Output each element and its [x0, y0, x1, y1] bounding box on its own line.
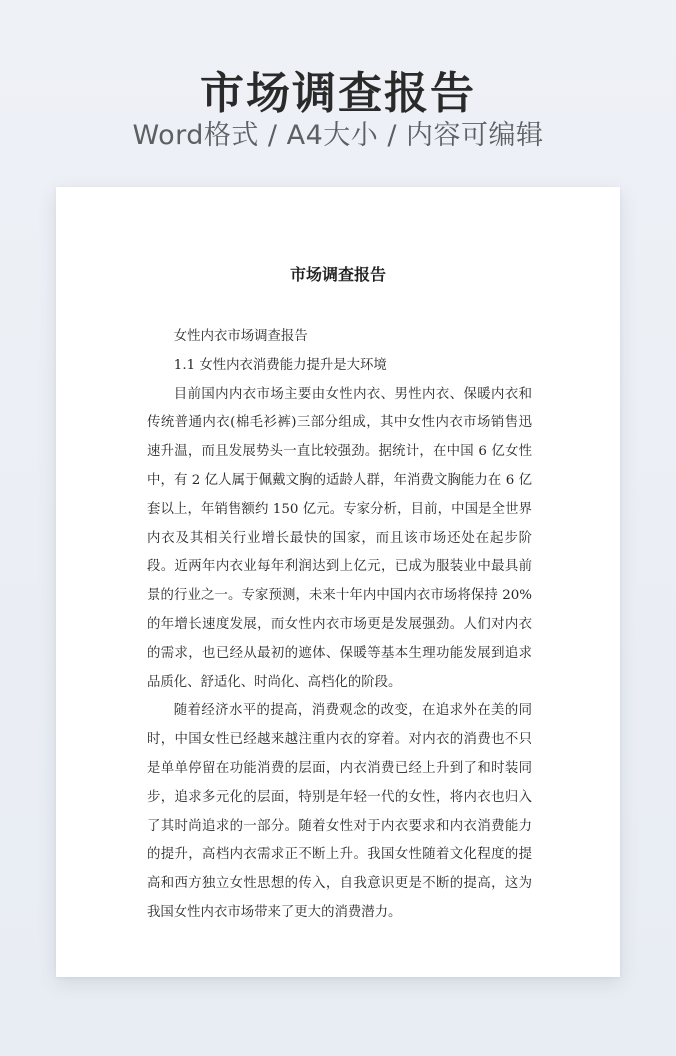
- document-title: 市场调查报告: [289, 265, 386, 284]
- page-title: 市场调查报告: [200, 68, 476, 119]
- page-subtitle: Word格式 / A4大小 / 内容可编辑: [132, 120, 544, 151]
- document-paragraph-heading: 女性内衣市场调查报告: [173, 329, 308, 344]
- document-paragraph-subheading: 1.1 女性内衣消费能力提升是大环境: [173, 357, 387, 373]
- document-body[interactable]: [147, 323, 532, 928]
- page-header: [0, 0, 676, 190]
- document-paragraph: 随着经济水平的提高，消费观念的改变，在追求外在美的同时，中国女性已经越来越注重内衣的穿着。对内衣的消费也不只是单单停留在功能消费的层面，内衣消费已经上升到了和时装同步，追求多元化的层面，特别是年轻一代的女性，将内衣也归入了其时尚追求的一部分。随着女性对于内衣要求和内衣消费能力的提升，高档内衣需求正不断上升。我国女性随着文化程度的提高和西方独立女性思想的传入，自我意识更是不断的提高，这为我国女性内衣市场带来了更大的消费潜力。: [147, 703, 532, 920]
- document-paragraph: 目前国内内衣市场主要由女性内衣、男性内衣、保暖内衣和传统普通内衣(棉毛衫裤)三部分组成，其中女性内衣市场销售迅速升温，而且发展势头一直比较强劲。据统计，在中国 6 亿女性中，有 2 亿人属于佩戴文胸的适龄人群，年消费文胸能力在 6 亿套以上，年销售额约 150 亿元。专家分析，目前，中国是全世界内衣及其相关行业增长最快的国家，而且该市场还处在起步阶段。近两年内衣业每年利润达到上亿元，已成为服装业中最具前景的行业之一。专家预测，未来十年内中国内衣市场将保持 20%的年增长速度发展，而女性内衣市场更是发展强劲。人们对内衣的需求，也已经从最初的遮体、保暖等基本生理功能发展到追求品质化、舒适化、时尚化、高档化的阶段。: [147, 386, 532, 690]
- document-page[interactable]: [56, 187, 620, 977]
